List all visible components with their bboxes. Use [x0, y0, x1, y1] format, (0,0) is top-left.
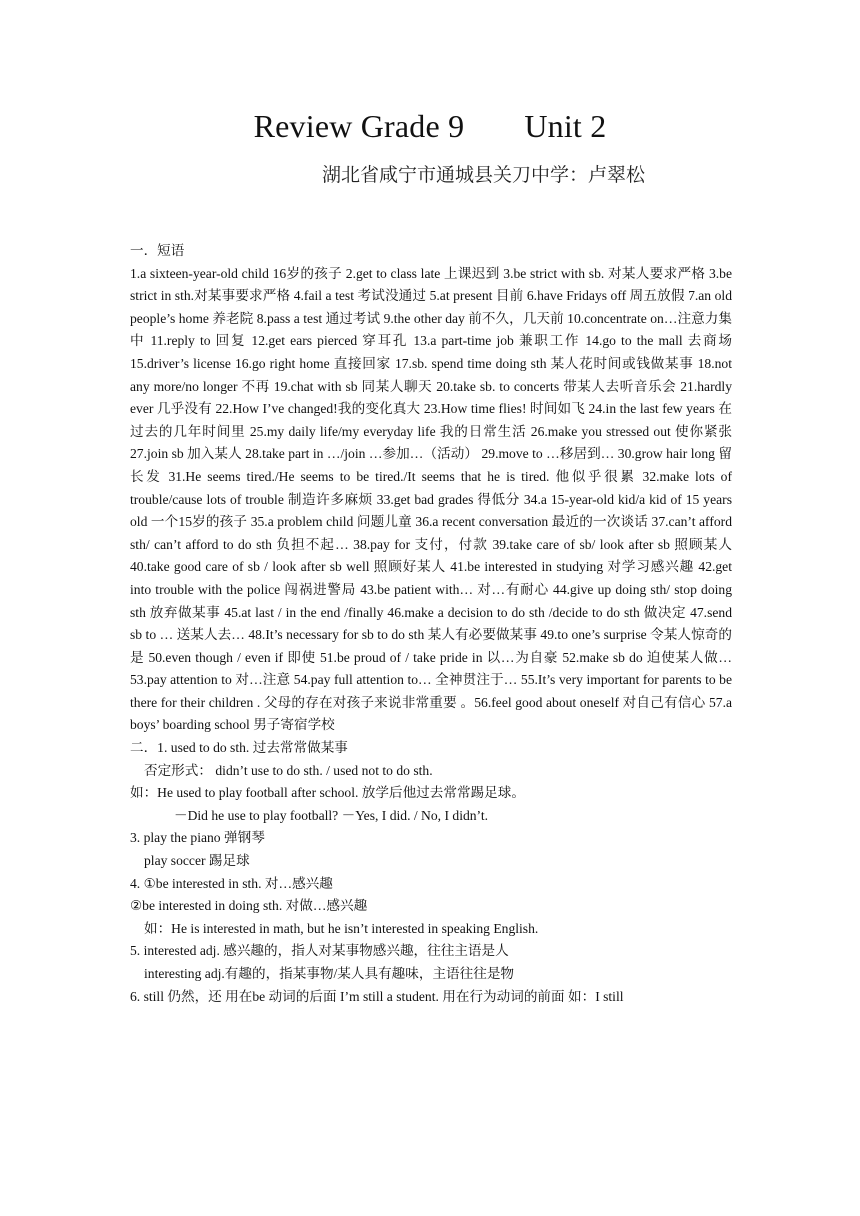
title-grade: Review Grade 9 [253, 108, 465, 144]
section2-line: 二．1. used to do sth. 过去常常做某事 [130, 740, 348, 756]
document-body [130, 240, 732, 1008]
section2-line: 3. play the piano 弹钢琴 [130, 830, 265, 846]
phrase-list: 1.a sixteen-year-old child 16岁的孩子 2.get to class late 上课迟到 3.be strict with sb. 对某人要求严格 3.be strict in sth.对某事要求严格 4.fail a test 考试没通过 5.at present 目前 6.have Fridays off 周五放假 7.an old people’s home 养老院 8.pass a test 通过考试 9.the other day 前不久，几天前 10.concentrate on…注意力集中 11.reply to 回复 12.get ears pierced 穿耳孔 13.a part-time job 兼职工作 14.go to the mall 去商场 15.driver’s license 16.go right home 直接回家 17.sb. spend time doing sth 某人花时间或钱做某事 18.not any more/no longer 不再 19.chat with sb 同某人聊天 20.take sb. to concerts 带某人去听音乐会 21.hardly ever 几乎没有 22.How I’ve changed!我的变化真大 23.How time flies! 时间如飞 24.in the last few years 在过去的几年时间里 25.my daily life/my everyday life 我的日常生活 26.make you stressed out 使你紧张 27.join sb 加入某人 28.take part in …/join …参加…（活动） 29.move to …移居到… 30.grow hair long 留长发 31.He seems tired./He seems to be tired./It seems that he is tired. 他似乎很累 32.make lots of trouble/cause lots of trouble 制造许多麻烦 33.get bad grades 得低分 34.a 15-year-old kid/a kid of 15 years old 一个15岁的孩子 35.a problem child 问题儿童 36.a recent conversation 最近的一次谈话 37.can’t afford sth/ can’t afford to do sth 负担不起… 38.pay for 支付，付款 39.take care of sb/ look after sb 照顾某人 40.take good care of sb / look after sb well 照顾好某人 41.be interested in studying 对学习感兴趣 42.get into trouble with the police 闯祸进警局 43.be patient with… 对…有耐心 44.give up doing sth/ stop doing sth 放弃做某事 45.at last / in the end /finally 46.make a decision to do sth /decide to do sth 做决定 47.send sb to … 送某人去… 48.It’s necessary for sb to do sth 某人有必要做某事 49.to one’s surprise 令某人惊奇的是 50.even though / even if 即使 51.be proud of / take pride in 以…为自豪 52.make sb do 迫使某人做… 53.pay attention to 对…注意 54.pay full attention to… 全神贯注于… 55.It’s very important for parents to be there for their children . 父母的存在对孩子来说非常重要 。56.feel good about oneself 对自己有信心 57.a boys’ boarding school 男子寄宿学校 [130, 265, 732, 733]
section2-line: 如：He used to play football after school. 放学后他过去常常踢足球。 [130, 785, 525, 801]
section2-line: ②be interested in doing sth. 对做…感兴趣 [130, 898, 368, 914]
section1-heading: 一．短语 [130, 243, 185, 258]
section2-line: 4. ①be interested in sth. 对…感兴趣 [130, 875, 333, 891]
author-line: 湖北省咸宁市通城县关刀中学：卢翠松 [322, 164, 646, 186]
section2-line: 否定形式： didn’t use to do sth. / used not to do sth. [144, 762, 433, 778]
section2-line: 如：He is interested in math, but he isn’t interested in speaking English. [144, 920, 539, 936]
section2-line: play soccer 踢足球 [144, 853, 250, 869]
section2-line: 5. interested adj. 感兴趣的，指人对某事物感兴趣，往往主语是人 [130, 943, 509, 959]
title-unit: Unit 2 [524, 108, 607, 144]
page-title [0, 108, 860, 145]
section2-line: －Did he use to play football? －Yes, I did. / No, I didn’t. [174, 807, 489, 823]
section2-line: 6. still 仍然，还 用在be 动词的后面 I’m still a student. 用在行为动词的前面 如：I still [130, 988, 624, 1004]
section2-line: interesting adj.有趣的，指某事物/某人具有趣味，主语往往是物 [144, 966, 515, 981]
